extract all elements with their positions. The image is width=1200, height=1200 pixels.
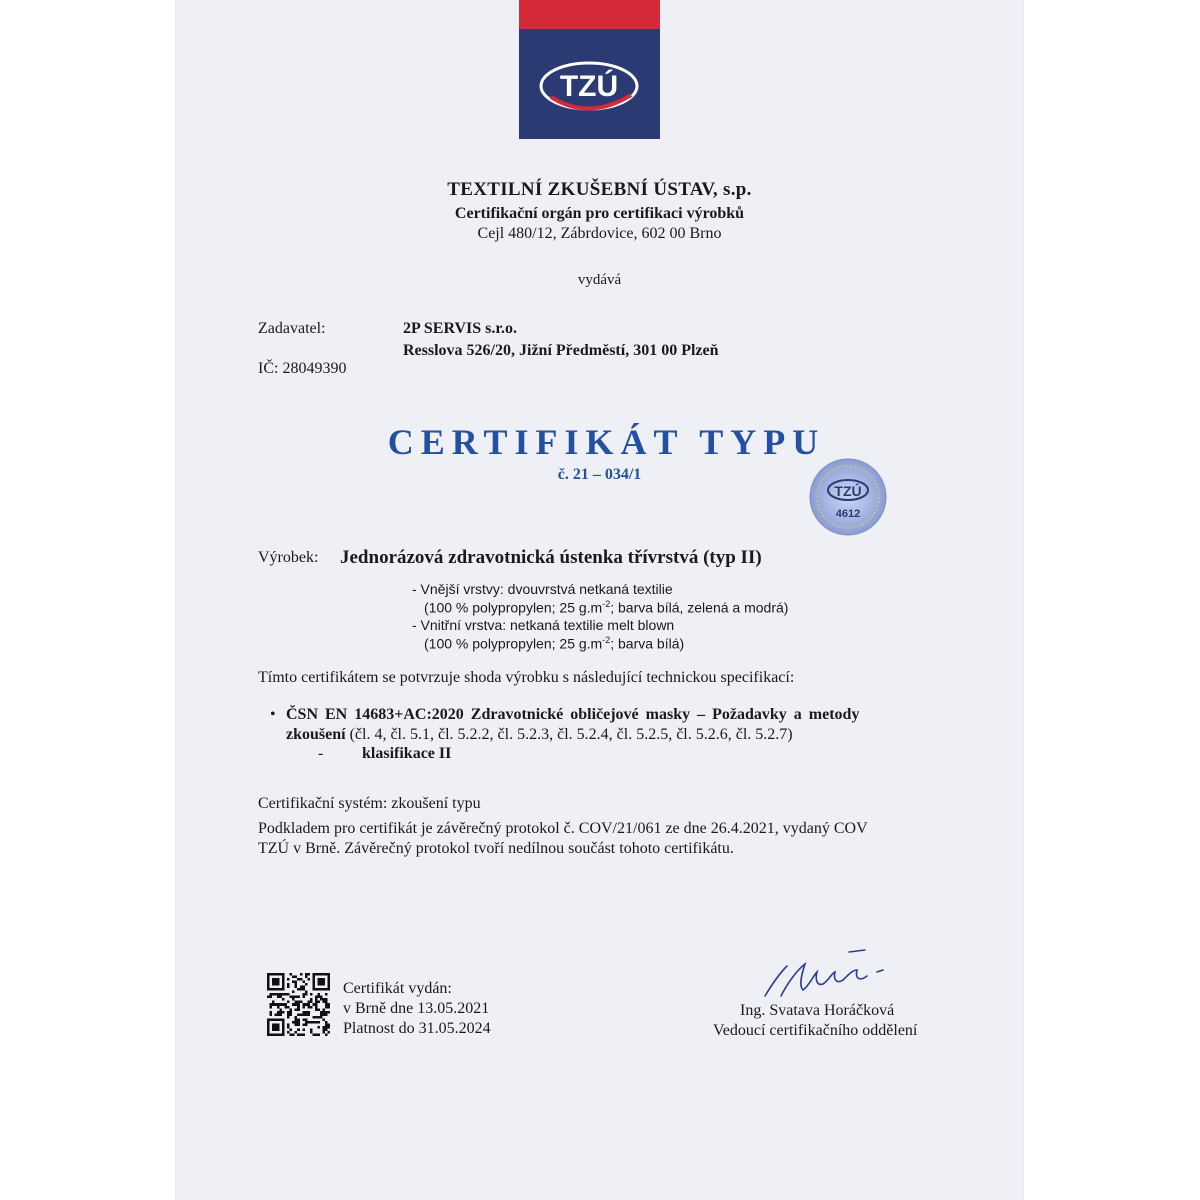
issued-label: Certifikát vydán: (343, 980, 452, 997)
certification-organ: Certifikační orgán pro certifikaci výrobků (454, 205, 745, 222)
basis-line-1: Podkladem pro certifikát je závěrečný protokol č. COV/21/061 ze dne 26.4.2021, vydaný COV (258, 820, 868, 837)
spec-clause-list: (čl. 4, čl. 5.1, čl. 5.2.2, čl. 5.2.3, čl. 5.2.4, čl. 5.2.5, čl. 5.2.6, čl. 5.2.7) (345, 726, 793, 743)
qr-code (267, 973, 330, 1036)
seal-number: 4612 (835, 508, 861, 520)
certification-system: Certifikační systém: zkoušení typu (258, 795, 481, 812)
spec-testing: zkoušení (286, 726, 346, 743)
outer-superscript: -2 (602, 599, 611, 609)
product-label: Výrobek: (258, 549, 319, 566)
applicant-name: 2P SERVIS s.r.o. (403, 320, 517, 337)
logo-text: TZÚ (559, 70, 619, 103)
outer-layer-detail (424, 599, 788, 616)
institute-address: Cejl 480/12, Zábrdovice, 602 00 Brno (477, 225, 722, 242)
institute-name: TEXTILNÍ ZKUŠEBNÍ ÚSTAV, s.p. (447, 179, 752, 200)
validity-date: Platnost do 31.05.2024 (343, 1020, 491, 1037)
inner-layer-detail (424, 635, 684, 652)
inner-superscript: -2 (602, 635, 611, 645)
inner-detail-b: ; barva bílá) (610, 635, 685, 652)
handwritten-signature (757, 946, 907, 1004)
spec-standard: ČSN EN 14683+AC:2020 Zdravotnické obličejové masky – Požadavky a metody (286, 706, 860, 723)
certificate-number: č. 21 – 034/1 (557, 466, 642, 483)
tzu-logo (519, 0, 660, 139)
inner-detail-a: (100 % polypropylen; 25 g.m (424, 635, 603, 652)
applicant-address: Resslova 526/20, Jižní Předměstí, 301 00 Plzeň (403, 342, 719, 359)
outer-detail-b: ; barva bílá, zelená a modrá) (610, 599, 789, 616)
certificate-title: CERTIFIKÁT TYPU (387, 422, 826, 462)
outer-layer-line: - Vnější vrstvy: dvouvrstvá netkaná textilie (412, 581, 673, 597)
spec-bullet: • (270, 706, 276, 723)
outer-detail-a: (100 % polypropylen; 25 g.m (424, 599, 603, 616)
spec-intro: Tímto certifikátem se potvrzuje shoda výrobku s následující technickou specifikací: (258, 669, 795, 686)
logo-emblem (519, 29, 660, 139)
signatory-name: Ing. Svatava Horáčková (740, 1002, 895, 1019)
basis-line-2: TZÚ v Brně. Závěrečný protokol tvoří nedílnou součást tohoto certifikátu. (258, 840, 734, 857)
applicant-ic: IČ: 28049390 (258, 360, 347, 377)
product-name: Jednorázová zdravotnická ústenka třívrstvá (typ II) (340, 547, 762, 568)
spec-clauses (286, 726, 793, 744)
issues-label: vydává (577, 272, 622, 288)
seal-text: TZÚ (834, 483, 862, 499)
inner-layer-line: - Vnitřní vrstva: netkaná textilie melt blown (412, 617, 675, 633)
hologram-seal (808, 457, 888, 537)
spec-classification: klasifikace II (362, 745, 452, 762)
signatory-role: Vedoucí certifikačního oddělení (713, 1022, 918, 1039)
spec-dash: - (318, 745, 324, 762)
issued-place-date: v Brně dne 13.05.2021 (343, 1000, 490, 1017)
applicant-label: Zadavatel: (258, 320, 326, 337)
logo-red-band (519, 0, 660, 29)
